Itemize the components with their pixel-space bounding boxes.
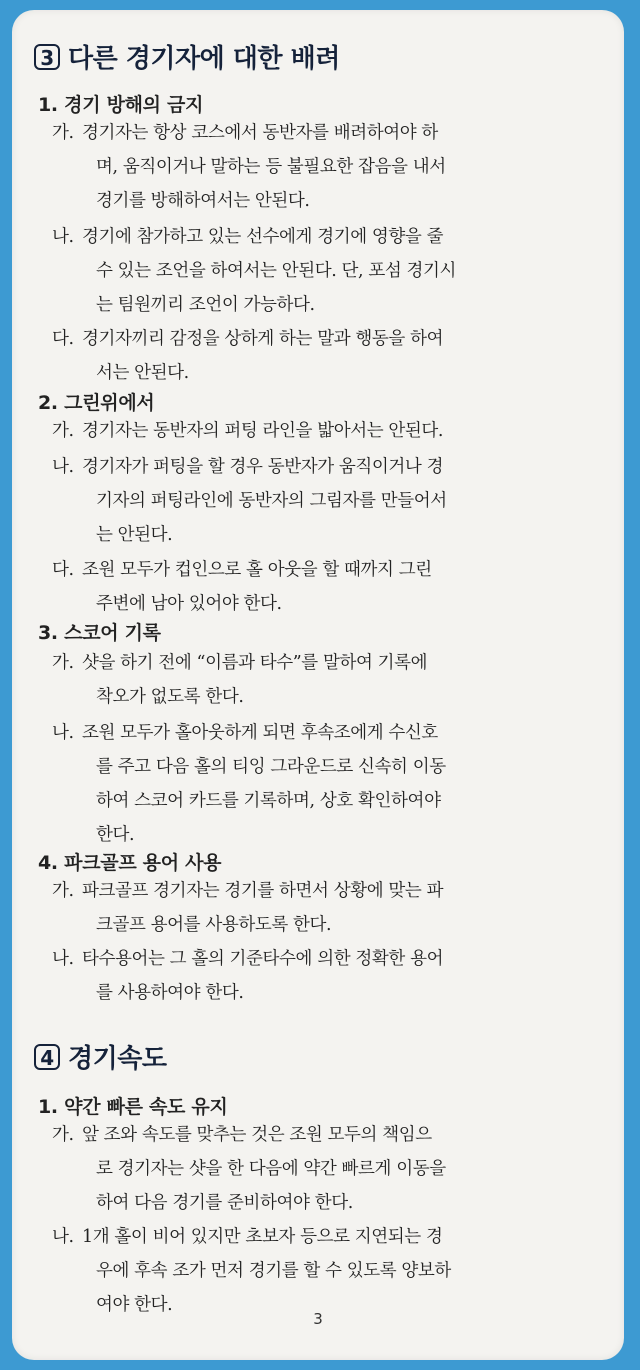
list-item	[52, 716, 612, 852]
item-line: 기자의 퍼팅라인에 동반자의 그림자를 만들어서	[96, 491, 447, 511]
item-line: 앞 조와 속도를 맞추는 것은 조원 모두의 책임으	[82, 1125, 432, 1145]
subsection-heading: 4. 파크골프 용어 사용	[38, 852, 222, 874]
list-item	[52, 220, 612, 322]
item-line: 경기자끼리 감정을 상하게 하는 말과 행동을 하여	[82, 329, 444, 349]
section-4-title-text: 경기속도	[68, 1044, 167, 1074]
list-item	[52, 116, 612, 218]
item-line: 경기자가 퍼팅을 할 경우 동반자가 움직이거나 경	[82, 457, 444, 477]
item-marker: 나.	[52, 723, 74, 743]
item-line: 한다.	[96, 825, 135, 845]
page-number: 3	[313, 1310, 323, 1328]
item-line: 여야 한다.	[96, 1295, 173, 1315]
item-marker: 가.	[52, 1125, 74, 1145]
list-item	[52, 553, 612, 621]
list-item	[52, 874, 612, 942]
item-line: 로 경기자는 샷을 한 다음에 약간 빠르게 이동을	[96, 1159, 446, 1179]
list-item	[52, 1118, 612, 1220]
item-line: 며, 움직이거나 말하는 등 불필요한 잡음을 내서	[96, 157, 446, 177]
item-line: 주변에 남아 있어야 한다.	[96, 594, 282, 614]
item-marker: 가.	[52, 421, 74, 441]
subsection-heading: 1. 약간 빠른 속도 유지	[38, 1096, 228, 1118]
item-line: 파크골프 경기자는 경기를 하면서 상황에 맞는 파	[82, 881, 444, 901]
item-marker: 가.	[52, 123, 74, 143]
section-4-title	[34, 1038, 166, 1075]
item-line: 샷을 하기 전에 “이름과 타수”를 말하여 기록에	[82, 653, 428, 673]
item-marker: 가.	[52, 881, 74, 901]
item-line: 를 사용하여야 한다.	[96, 983, 244, 1003]
item-marker: 나.	[52, 457, 74, 477]
item-line: 조원 모두가 컵인으로 홀 아웃을 할 때까지 그린	[82, 560, 432, 580]
item-line: 수 있는 조언을 하여서는 안된다. 단, 포섬 경기시	[96, 261, 457, 281]
item-marker: 다.	[52, 560, 74, 580]
item-line: 를 주고 다음 홀의 티잉 그라운드로 신속히 이동	[96, 757, 446, 777]
subsection-heading: 2. 그린위에서	[38, 392, 155, 414]
item-line: 우에 후속 조가 먼저 경기를 할 수 있도록 양보하	[96, 1261, 451, 1281]
list-item	[52, 942, 612, 1010]
item-line: 경기를 방해하여서는 안된다.	[96, 191, 310, 211]
item-line: 조원 모두가 홀아웃하게 되면 후속조에게 수신호	[82, 723, 438, 743]
item-line: 1개 홀이 비어 있지만 초보자 등으로 지연되는 경	[82, 1227, 443, 1247]
item-line: 하여 스코어 카드를 기록하며, 상호 확인하여야	[96, 791, 441, 811]
item-marker: 나.	[52, 227, 74, 247]
list-item	[52, 1220, 612, 1322]
subsection-heading: 1. 경기 방해의 금지	[38, 94, 204, 116]
section-3-number-badge: 3	[34, 44, 60, 70]
item-line: 타수용어는 그 홀의 기준타수에 의한 정확한 용어	[82, 949, 444, 969]
item-line: 크골프 용어를 사용하도록 한다.	[96, 915, 332, 935]
list-item	[52, 322, 612, 390]
item-line: 서는 안된다.	[96, 363, 189, 383]
item-line: 착오가 없도록 한다.	[96, 687, 244, 707]
item-line: 경기에 참가하고 있는 선수에게 경기에 영향을 줄	[82, 227, 444, 247]
section-4-number-badge: 4	[34, 1044, 60, 1070]
item-marker: 가.	[52, 653, 74, 673]
list-item	[52, 646, 612, 714]
item-marker: 나.	[52, 949, 74, 969]
item-line: 는 안된다.	[96, 525, 173, 545]
item-marker: 다.	[52, 329, 74, 349]
item-line: 경기자는 동반자의 퍼팅 라인을 밟아서는 안된다.	[82, 421, 444, 441]
item-line: 는 팀원끼리 조언이 가능하다.	[96, 295, 315, 315]
subsection-heading: 3. 스코어 기록	[38, 622, 161, 644]
item-line: 경기자는 항상 코스에서 동반자를 배려하여야 하	[82, 123, 438, 143]
document-page	[12, 10, 624, 1360]
section-3-title-text: 다른 경기자에 대한 배려	[68, 44, 340, 74]
list-item	[52, 450, 612, 552]
list-item	[52, 414, 612, 448]
item-marker: 나.	[52, 1227, 74, 1247]
item-line: 하여 다음 경기를 준비하여야 한다.	[96, 1193, 353, 1213]
section-3-title	[34, 38, 340, 75]
